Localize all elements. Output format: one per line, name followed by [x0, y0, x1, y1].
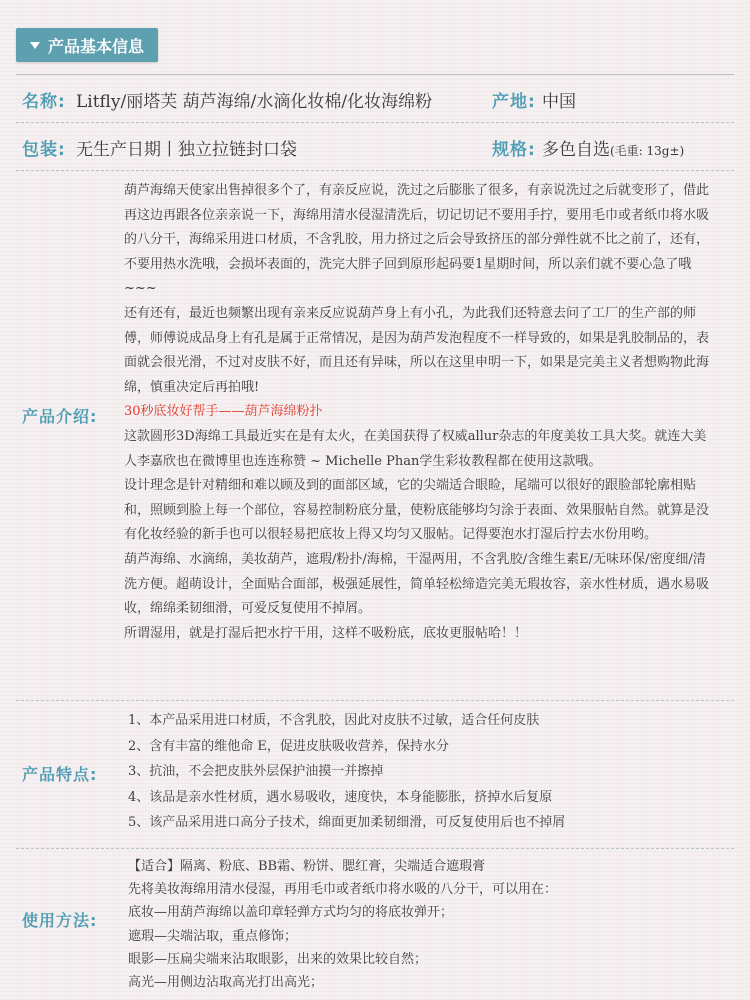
usage-line: 遮瑕—尖端沾取，重点修饰； [128, 928, 298, 944]
origin-label: 产地: [492, 92, 536, 112]
feature-item: 1、本产品采用进口材质，不含乳胶，因此对皮肤不过敏，适合任何皮肤 [128, 713, 540, 728]
name-value: Litfly/丽塔芙 葫芦海绵/水滴化妆棉/化妆海绵粉 [76, 92, 433, 112]
feature-item: 2、含有丰富的维他命 E，促进皮肤吸收营养，保持水分 [128, 738, 449, 754]
feature-item: 3、抗油，不会把皮肤外层保护油摸一并擦掉 [128, 764, 384, 779]
usage-label: 使用方法: [22, 911, 98, 930]
spec-label: 规格: [492, 140, 536, 160]
feature-item: 5、该产品采用进口高分子技术，绵面更加柔韧细滑，可反复使用后也不掉屑 [128, 815, 566, 830]
usage-line: 【适合】隔离、粉底、BB霜、粉饼、腮红膏，尖端适合遮瑕膏 [128, 859, 486, 874]
package-label: 包装: [22, 140, 66, 160]
origin-value: 中国 [542, 92, 576, 112]
divider [16, 170, 734, 171]
intro-paragraph: 设计理念是针对精细和难以顾及到的面部区域，它的尖端适合眼睑，尾端可以很好的跟脸部轮廓相贴和，照顾到脸上每一个部位，容易控制粉底分量，使粉底能够均匀涂于表面、效果服帖自然。就算是没有化妆经验的新手也可以很轻易把底妆上得又均匀又服帖。记得要泡水打湿后拧去水份用哟。 [124, 478, 710, 543]
intro-paragraph: 所谓湿用，就是打湿后把水拧干用，这样不吸粉底，底妆更服帖哈！！ [124, 625, 528, 641]
features-list [128, 708, 718, 836]
info-row-name-origin [22, 87, 728, 115]
intro-label: 产品介绍: [22, 407, 98, 426]
intro-body [124, 179, 714, 646]
intro-paragraph: 葫芦海绵天使家出售掉很多个了，有亲反应说，洗过之后膨胀了很多，有亲说洗过之后就变形了，借此再这边再跟各位亲亲说一下，海绵用清水侵湿清洗后，切记切记不要用手拧，要用毛巾或者纸巾将水吸的八分干，海绵采用进口材质，不含乳胶，用力挤过之后会导致挤压的部分弹性就不比之前了，还有，不要用热水洗哦，会损坏表面的，洗完大胖子回到原形起码要1星期时间，所以亲们就不要心急了哦~~~ [124, 183, 710, 297]
divider [16, 74, 734, 75]
features-label: 产品特点: [22, 765, 98, 784]
usage-list [128, 855, 718, 994]
spec-value: 多色自选(毛重: 13g±) [542, 140, 685, 160]
intro-paragraph: 葫芦海绵、水滴绵，美妆葫芦，遮瑕/粉扑/海棉，干湿两用，不含乳胶/含维生素E/无味环保/密度细/清洗方便。超萌设计，全面贴合面部，极强延展性，简单轻松缔造完美无瑕妆容，亲水性材质，遇水易吸收，绵绵柔韧细滑，可爱反复使用不掉屑。 [124, 551, 710, 617]
triangle-down-icon [30, 42, 40, 49]
usage-line: 眼影—压扁尖端来沾取眼影，出来的效果比较自然； [128, 951, 428, 967]
section-title-tab [16, 28, 158, 62]
usage-line: 先将美妆海绵用清水侵湿，再用毛巾或者纸巾将水吸的八分干，可以用在： [128, 882, 558, 898]
divider [16, 848, 734, 849]
usage-line: 底妆—用葫芦海绵以盖印章轻弹方式均匀的将底妆弹开； [128, 905, 454, 921]
divider [16, 700, 734, 701]
feature-item: 4、该品是亲水性材质，遇水易吸收，速度快，本身能膨胀，挤掉水后复原 [128, 789, 553, 805]
section-title: 产品基本信息 [48, 36, 145, 56]
intro-paragraph: 这款圆形3D海绵工具最近实在是有太火，在美国获得了权威allur杂志的年度美妆工具大奖。就连大美人李嘉欣也在微博里也连连称赞 ~ Michelle Phan学生彩妆教程都在使用这款哦。 [124, 428, 707, 469]
name-label: 名称: [22, 92, 66, 112]
divider [16, 122, 734, 123]
usage-line: 高光—用侧边沾取高光打出高光； [128, 975, 324, 991]
package-value: 无生产日期丨独立拉链封口袋 [76, 140, 297, 160]
spec-weight: (毛重: 13g±) [610, 144, 685, 158]
intro-highlight: 30秒底妆好帮手——葫芦海绵粉扑 [124, 404, 323, 420]
intro-paragraph: 还有还有，最近也频繁出现有亲来反应说葫芦身上有小孔，为此我们还特意去问了工厂的生产部的师傅，师傅说成品身上有孔是属于正常情况，是因为葫芦发泡程度不一样导致的，如果是乳胶制品的，表面就会很光滑，不过对皮肤不好，而且还有异味，所以在这里申明一下，如果是完美主义者想购物此海绵，慎重决定后再拍哦! [124, 305, 710, 395]
info-row-package-spec [22, 135, 728, 163]
